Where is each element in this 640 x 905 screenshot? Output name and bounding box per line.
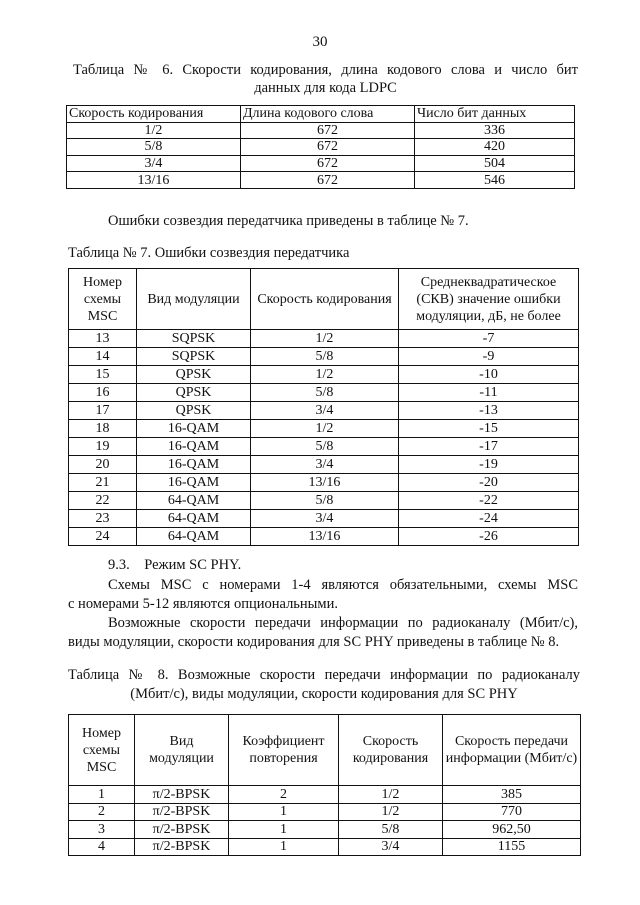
table-cell: 13/16 — [251, 528, 399, 546]
table-row — [67, 139, 575, 156]
table-cell: 23 — [69, 510, 137, 528]
table-cell: 1/2 — [67, 122, 241, 139]
table-cell: 16-QAM — [137, 420, 251, 438]
table-cell: -7 — [399, 330, 579, 348]
table-row — [69, 510, 579, 528]
table-row — [69, 456, 579, 474]
table-cell: 13 — [69, 330, 137, 348]
table6-caption-line1: Таблица № 6. Скорости кодирования, длина кодового слова и число бит — [73, 62, 578, 78]
table-cell: 1 — [69, 786, 135, 804]
table-cell: 13/16 — [67, 172, 241, 189]
table-cell: 15 — [69, 366, 137, 384]
table6-header-cell: Длина кодового слова — [241, 106, 415, 123]
table7-intro: Ошибки созвездия передатчика приведены в таблице № 7. — [108, 213, 469, 229]
table-cell: SQPSK — [137, 348, 251, 366]
table-cell: QPSK — [137, 366, 251, 384]
table-cell: 1/2 — [251, 420, 399, 438]
table-cell: 5/8 — [251, 348, 399, 366]
table-cell: 1/2 — [251, 330, 399, 348]
table6-caption-line2: данных для кода LDPC — [254, 80, 397, 96]
table-cell: 2 — [229, 786, 339, 804]
table-cell: -19 — [399, 456, 579, 474]
table8-header-cell: Скорость передачи информации (Мбит/с) — [443, 715, 581, 786]
table-row — [69, 348, 579, 366]
table8-header-cell: Вид модуляции — [135, 715, 229, 786]
table-cell: 1 — [229, 838, 339, 856]
table8 — [68, 714, 581, 856]
table-row — [69, 528, 579, 546]
table7-header-cell: Скорость кодирования — [251, 269, 399, 330]
table7-header-cell: Вид модуляции — [137, 269, 251, 330]
table-row — [67, 122, 575, 139]
table-row — [69, 786, 581, 804]
table8-caption-line1: Таблица № 8. Возможные скорости передачи информации по радиоканалу — [68, 667, 580, 683]
table-cell: 3/4 — [251, 402, 399, 420]
table-cell: 18 — [69, 420, 137, 438]
table-cell: 22 — [69, 492, 137, 510]
table-cell: 16 — [69, 384, 137, 402]
table-cell: 504 — [415, 155, 575, 172]
table-cell: -26 — [399, 528, 579, 546]
table-cell: -22 — [399, 492, 579, 510]
table-cell: -10 — [399, 366, 579, 384]
table-cell: -20 — [399, 474, 579, 492]
table-row — [69, 366, 579, 384]
table-row — [69, 438, 579, 456]
table-cell: 24 — [69, 528, 137, 546]
table7-header-cell: Среднеквадратическое (СКВ) значение ошибки модуляции, дБ, не более — [399, 269, 579, 330]
table7 — [68, 268, 579, 546]
table-row — [69, 420, 579, 438]
section-para2-line1: Возможные скорости передачи информации по радиоканалу (Мбит/с), — [108, 615, 578, 631]
table-cell: 3 — [69, 821, 135, 839]
table8-header-cell: Коэффициент повторения — [229, 715, 339, 786]
table6-header-row — [67, 106, 575, 123]
table-cell: 13/16 — [251, 474, 399, 492]
table-row — [67, 172, 575, 189]
table-cell: 64-QAM — [137, 492, 251, 510]
table-cell: 20 — [69, 456, 137, 474]
table-cell: π/2-BPSK — [135, 786, 229, 804]
page-number: 30 — [312, 34, 328, 50]
section-para1-line2: с номерами 5-12 являются опциональными. — [68, 596, 338, 612]
table-cell: 5/8 — [339, 821, 443, 839]
table-cell: QPSK — [137, 402, 251, 420]
table-cell: 336 — [415, 122, 575, 139]
table-row — [69, 838, 581, 856]
section-para2-line2: виды модуляции, скорости кодирования для SC PHY приведены в таблице № 8. — [68, 634, 560, 650]
table-cell: 672 — [241, 172, 415, 189]
table-row — [67, 155, 575, 172]
table-cell: 16-QAM — [137, 456, 251, 474]
table6 — [66, 105, 575, 189]
table-cell: 1/2 — [251, 366, 399, 384]
table-cell: 16-QAM — [137, 438, 251, 456]
table-cell: -15 — [399, 420, 579, 438]
table-cell: 17 — [69, 402, 137, 420]
table-cell: 5/8 — [251, 438, 399, 456]
table-cell: -17 — [399, 438, 579, 456]
table-row — [69, 474, 579, 492]
table-cell: 19 — [69, 438, 137, 456]
table-cell: π/2-BPSK — [135, 838, 229, 856]
table-cell: QPSK — [137, 384, 251, 402]
table7-header-row — [69, 269, 579, 330]
table-cell: 2 — [69, 803, 135, 821]
table7-header-cell: Номер схемы MSC — [69, 269, 137, 330]
table-cell: -11 — [399, 384, 579, 402]
table-cell: 672 — [241, 139, 415, 156]
table-cell: 1 — [229, 803, 339, 821]
section-para1-line1: Схемы MSC с номерами 1-4 являются обязательными, схемы MSC — [108, 577, 578, 593]
table-cell: 16-QAM — [137, 474, 251, 492]
table-row — [69, 821, 581, 839]
table-cell: -13 — [399, 402, 579, 420]
table-cell: 770 — [443, 803, 581, 821]
table6-header-cell: Скорость кодирования — [67, 106, 241, 123]
table-cell: 1/2 — [339, 803, 443, 821]
table-row — [69, 402, 579, 420]
table7-caption: Таблица № 7. Ошибки созвездия передатчика — [68, 245, 350, 261]
table6-header-cell: Число бит данных — [415, 106, 575, 123]
table-cell: π/2-BPSK — [135, 803, 229, 821]
table-cell: π/2-BPSK — [135, 821, 229, 839]
table-cell: 420 — [415, 139, 575, 156]
table-cell: 3/4 — [251, 456, 399, 474]
table-cell: SQPSK — [137, 330, 251, 348]
table-cell: 14 — [69, 348, 137, 366]
table-cell: 5/8 — [251, 492, 399, 510]
table8-header-cell: Скорость кодирования — [339, 715, 443, 786]
table-cell: 4 — [69, 838, 135, 856]
table-row — [69, 803, 581, 821]
table-cell: 1155 — [443, 838, 581, 856]
table8-header-row — [69, 715, 581, 786]
table-cell: 3/4 — [339, 838, 443, 856]
table-cell: 1/2 — [339, 786, 443, 804]
table-cell: 64-QAM — [137, 528, 251, 546]
table-row — [69, 384, 579, 402]
table-cell: 64-QAM — [137, 510, 251, 528]
table-cell: 5/8 — [251, 384, 399, 402]
table-cell: 385 — [443, 786, 581, 804]
table-cell: 5/8 — [67, 139, 241, 156]
table-cell: -9 — [399, 348, 579, 366]
table-cell: 672 — [241, 122, 415, 139]
table-cell: 962,50 — [443, 821, 581, 839]
table-cell: 21 — [69, 474, 137, 492]
section-heading: 9.3. Режим SC PHY. — [108, 557, 242, 573]
table-cell: 546 — [415, 172, 575, 189]
table-row — [69, 492, 579, 510]
table8-caption-line2: (Мбит/с), виды модуляции, скорости кодирования для SC PHY — [130, 686, 518, 702]
table8-header-cell: Номер схемы MSC — [69, 715, 135, 786]
table-cell: 3/4 — [67, 155, 241, 172]
table-cell: -24 — [399, 510, 579, 528]
table-cell: 1 — [229, 821, 339, 839]
table-row — [69, 330, 579, 348]
table-cell: 672 — [241, 155, 415, 172]
table-cell: 3/4 — [251, 510, 399, 528]
